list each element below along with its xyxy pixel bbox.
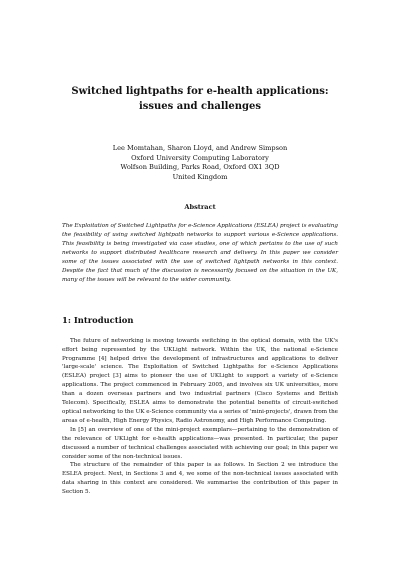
affiliation-line-3: United Kingdom	[172, 172, 228, 181]
author-block	[62, 144, 338, 182]
section-1-heading: 1: Introduction	[62, 314, 134, 325]
title-line-1: Switched lightpaths for e-health applications:	[71, 86, 329, 97]
title-line-2: issues and challenges	[138, 101, 262, 112]
body-paragraph-3: The structure of the remainder of this paper is as follows. In Section 2 we introduce the ESLEA project. Next, in Sections 3 and 4, we some of the non-technical issues associated with data sharing in this context are considered. We summarise the contribution of this paper in Section 5.	[62, 462, 338, 496]
affiliation-line-1: Oxford University Computing Laboratory	[131, 153, 269, 162]
affiliation-line-2: Wolfson Building, Parks Road, Oxford OX1 3QD	[120, 163, 280, 172]
paper-title	[62, 0, 338, 114]
section-1-body	[62, 337, 338, 497]
author-names: Lee Momtahan, Sharon Lloyd, and Andrew Simpson	[112, 144, 288, 152]
body-paragraph-2: In [5] an overview of one of the mini-project exemplars—pertaining to the demonstration of the relevance of UKLight for e-health applications—was presented. In particular, the paper discussed a number of technical challenges associated with achieving our goal; in this paper we consider some of the non-technical issues.	[62, 426, 338, 460]
abstract-heading: Abstract	[184, 203, 216, 212]
body-paragraph-1: The future of networking is moving towards switching in the optical domain, with the UK's effort being represented by the UKLight network. Within the UK, the national e-Science Programme [4] helped drive the development of infrastructures and applications to deliver 'large-scale' science. The Exploitation of Switched Lightpaths for e-Science Applications (ESLEA) project [3] aims to pioneer the use of UKLight to support a variety of e-Science applications. The project commenced in February 2005, and involves six UK universities, more than a dozen overseas partners and two industrial partners (Cisco Systems and British Telecom). Specifically, ESLEA aims to demonstrate the potential benefits of circuit-switched optical networking to the UK e-Science community via a series of 'mini-projects', drawn from the areas of e-health, High Energy Physics, Radio Astronomy, and High Performance Computing.	[62, 337, 338, 424]
abstract-text: The Exploitation of Switched Lightpaths for e-Science Applications (ESLEA) project is evaluating the feasibility of using switched lightpath networks to support various e-Science applications. This feasibility is being investigated via case studies, one of which pertains to the use of such networks to support distributed healthcare research and delivery. In this paper we consider some of the issues associated with the use of switched lightpath networks in this context. Despite the fact that much of the discussion is necessarily focused on the situation in the UK, many of the issues will be relevant to the wider community.	[62, 223, 338, 283]
